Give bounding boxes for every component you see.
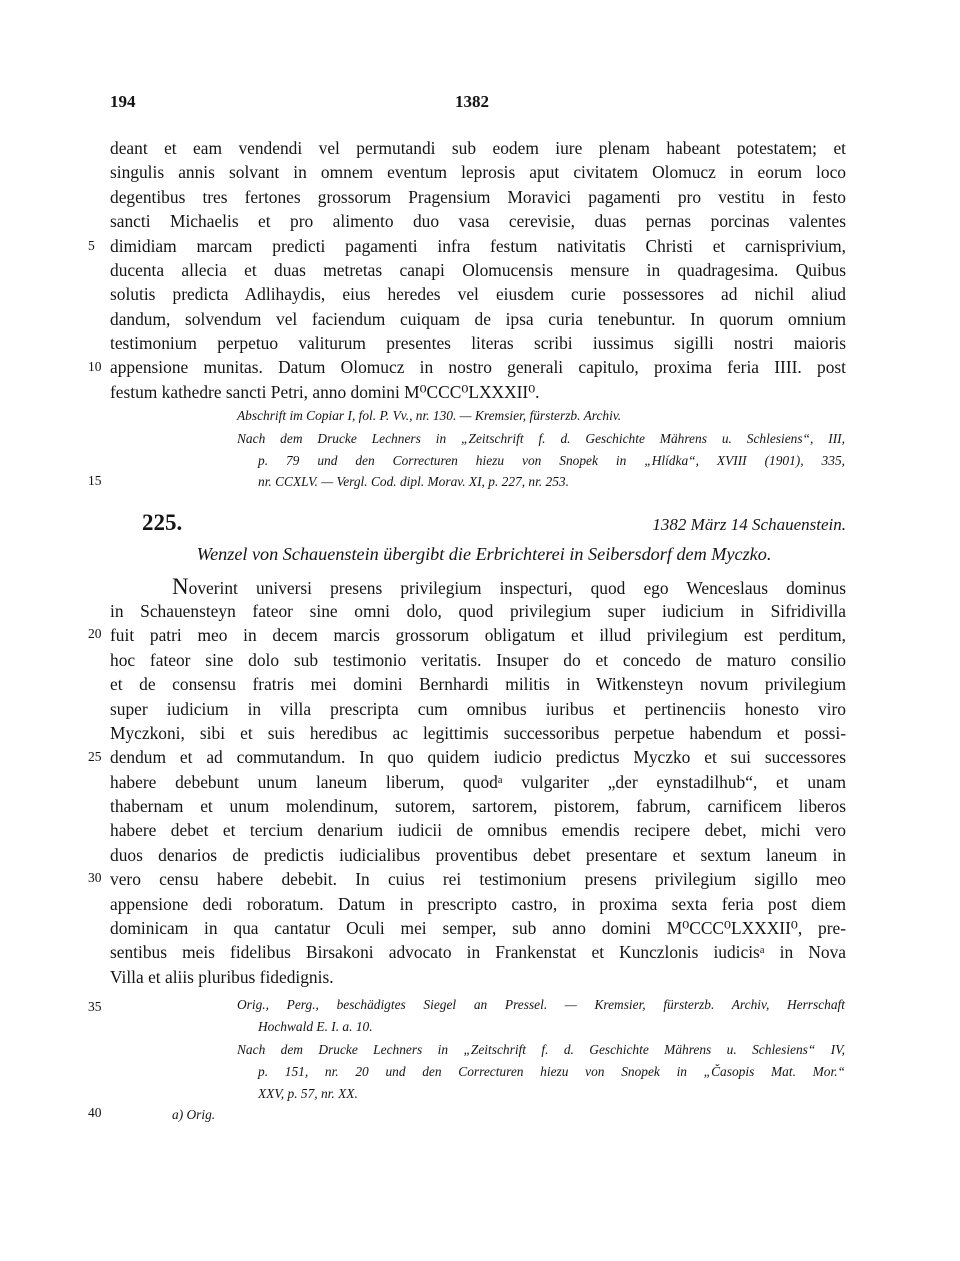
initial-letter: N <box>172 574 189 599</box>
text-line: habere debebunt unum laneum liberum, quodᵃ vulgariter „der eynstadilhub“, et unam <box>110 772 846 792</box>
text-line: appensione munitas. Datum Olomucz in nostro generali capitulo, proxima feria IIII. post <box>110 357 846 377</box>
text-line: dimidiam marcam predicti pagamenti infra festum nativitatis Christi et carnisprivium, <box>110 236 846 256</box>
source-note: nr. CCXLV. — Vergl. Cod. dipl. Morav. XI, p. 227, nr. 253. <box>258 474 569 489</box>
line-number: 5 <box>88 238 95 253</box>
footnote: a) Orig. <box>172 1107 216 1122</box>
text-line: appensione dedi roboratum. Datum in prescripto castro, in proxima sexta feria post diem <box>110 894 846 914</box>
text-line: sentibus meis fidelibus Birsakoni advocato in Frankenstat et Kunczlonis iudicisᵃ in Nova <box>110 942 846 962</box>
running-head-year: 1382 <box>455 92 489 111</box>
text-line: dominicam in qua cantatur Oculi mei semper, sub anno domini M⁰CCC⁰LXXXII⁰, pre- <box>110 918 846 938</box>
line-number: 20 <box>88 626 102 641</box>
source-note: XXV, p. 57, nr. XX. <box>258 1086 358 1101</box>
document-regest: Wenzel von Schauenstein übergibt die Erbrichterei in Seibersdorf dem Myczko. <box>196 544 772 564</box>
source-note: Abschrift im Copiar I, fol. P. Vv., nr. 130. — Kremsier, fürsterzb. Archiv. <box>237 408 622 423</box>
document-date-place: 1382 März 14 Schauenstein. <box>652 515 846 534</box>
source-note: Nach dem Drucke Lechners in „Zeitschrift f. d. Geschichte Mährens u. Schlesiens“ IV, <box>237 1042 845 1057</box>
text-line: super iudicium in villa prescripta cum omnibus iuribus et pertinenciis honesto viro <box>110 699 846 719</box>
text-line: solutis predicta Adlihaydis, eius heredes vel eiusdem curie possessores ad nichil aliud <box>110 284 846 304</box>
text-line: sancti Michaelis et pro alimento duo vasa cerevisie, duas pernas porcinas valentes <box>110 211 846 231</box>
source-note: p. 151, nr. 20 und den Correcturen hiezu von Snopek in „Časopis Mat. Mor.“ <box>258 1064 845 1079</box>
source-note: Nach dem Drucke Lechners in „Zeitschrift f. d. Geschichte Mährens u. Schlesiens“, III, <box>237 431 845 446</box>
text-line: thabernam et unum molendinum, sutorem, sartorem, pistorem, fabrum, carnificem liberos <box>110 796 846 816</box>
line-number: 15 <box>88 473 102 488</box>
first-line-text: overint universi presens privilegium inspecturi, quod ego Wenceslaus dominus <box>188 578 846 598</box>
text-line: duos denarios de predictis iudicialibus proventibus debet presentare et sextum laneum in <box>110 845 846 865</box>
text-line: deant et eam vendendi vel permutandi sub eodem iure plenam habeant potestatem; et <box>110 138 846 158</box>
text-line-first <box>172 575 846 599</box>
text-line: in Schauensteyn fateor sine omni dolo, quod privilegium super iudicium in Sifridivilla <box>110 601 846 621</box>
text-line: Villa et aliis pluribus fidedignis. <box>110 967 334 987</box>
text-line: habere debet et tercium denarium iudicii de omnibus emendis recipere debet, michi vero <box>110 820 846 840</box>
source-note: Orig., Perg., beschädigtes Siegel an Pressel. — Kremsier, fürsterzb. Archiv, Herrschaft <box>237 997 845 1012</box>
line-number: 35 <box>88 999 102 1014</box>
text-line: Myczkoni, sibi et suis heredibus ac legittimis successoribus perpetue habendum et possi- <box>110 723 846 743</box>
text-line: et de consensu fratris mei domini Bernhardi militis in Witkensteyn novum privilegium <box>110 674 846 694</box>
text-line: festum kathedre sancti Petri, anno domini M⁰CCC⁰LXXXII⁰. <box>110 382 540 402</box>
text-line: vero censu habere debebit. In cuius rei testimonium presens privilegium sigillo meo <box>110 869 846 889</box>
line-number: 40 <box>88 1105 102 1120</box>
text-line: hoc fateor sine dolo sub testimonio veritatis. Insuper do et concedo de maturo consilio <box>110 650 846 670</box>
text-line: ducenta allecia et duas metretas canapi Olomucensis mensure in quadragesima. Quibus <box>110 260 846 280</box>
source-note: Hochwald E. I. a. 10. <box>258 1019 373 1034</box>
line-number: 10 <box>88 359 102 374</box>
page-number: 194 <box>110 92 136 111</box>
text-line: dendum et ad commutandum. In quo quidem iudicio predictus Myczko et sui successores <box>110 747 846 767</box>
text-line: fuit patri meo in decem marcis grossorum obligatum et illud privilegium est perditum, <box>110 625 846 645</box>
text-line: degentibus tres fertones grossorum Pragensium Moravici pagamenti pro vestitu in festo <box>110 187 846 207</box>
line-number: 25 <box>88 749 102 764</box>
document-number: 225. <box>142 510 183 535</box>
text-line: singulis annis solvant in omnem eventum leprosis aput civitatem Olomucz in eorum loco <box>110 162 846 182</box>
text-line: testimonium perpetuo valiturum presentes literas scribi iussimus sigilli nostri maioris <box>110 333 846 353</box>
text-line: dandum, solvendum vel faciendum cuiquam de ipsa curia tenebuntur. In quorum omnium <box>110 309 846 329</box>
line-number: 30 <box>88 870 102 885</box>
source-note: p. 79 und den Correcturen hiezu von Snopek in „Hlídka“, XVIII (1901), 335, <box>258 453 845 468</box>
